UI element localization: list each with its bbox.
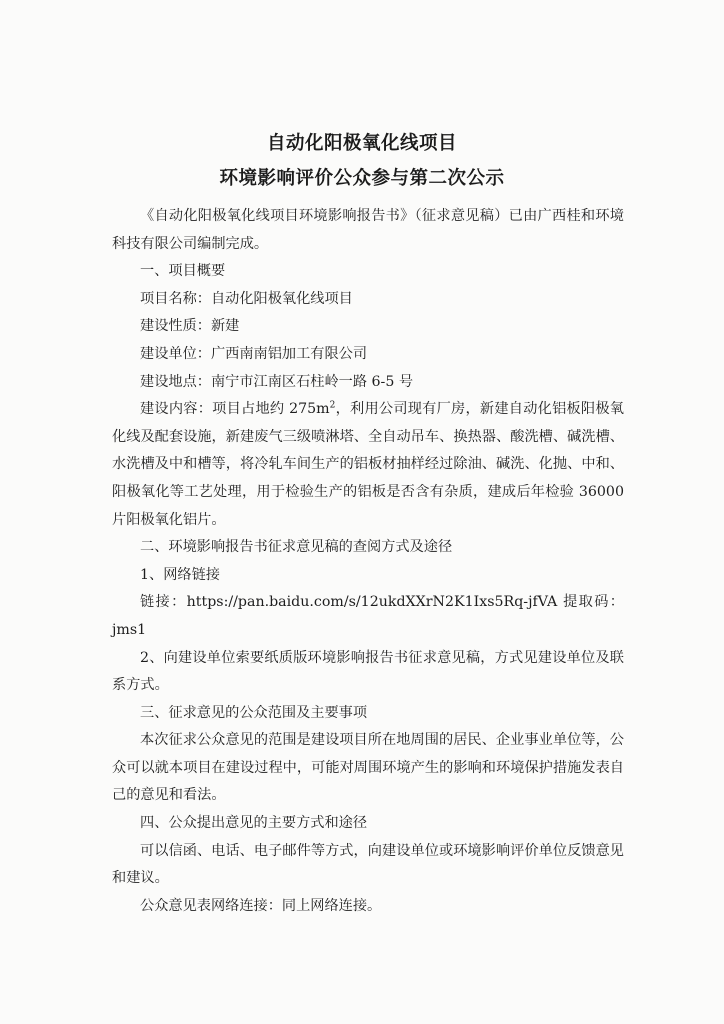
construction-location: 建设地点：南宁市江南区石柱岭一路 6-5 号 bbox=[140, 373, 414, 390]
construction-nature: 建设性质：新建 bbox=[140, 318, 240, 335]
area-unit-superscript: 2 bbox=[329, 400, 336, 411]
document-subtitle: 环境影响评价公众参与第二次公示 bbox=[219, 168, 505, 189]
download-link[interactable]: 链接：https://pan.baidu.com/s/12ukdXXrN2K1Ixs5Rq-jfVA 提取码：jms1 bbox=[112, 594, 624, 638]
document-body bbox=[112, 203, 624, 920]
construction-content bbox=[112, 396, 624, 534]
section-2-heading: 二、环境影响报告书征求意见稿的查阅方式及途径 bbox=[140, 539, 453, 556]
paper-copy-paragraph: 2、向建设单位索要纸质版环境影响报告书征求意见稿，方式见建设单位及联系方式。 bbox=[112, 649, 624, 694]
public-scope-paragraph: 本次征求公众意见的范围是建设项目所在地周围的居民、企业事业单位等，公众可以就本项目在建设过程中，可能对周围环境产生的影响和环境保护措施发表自己的意见和看法。 bbox=[112, 732, 624, 804]
opinion-form-link-paragraph: 公众意见表网络连接：同上网络连接。 bbox=[140, 897, 382, 914]
section-3-heading: 三、征求意见的公众范围及主要事项 bbox=[140, 704, 368, 721]
document-title: 自动化阳极氧化线项目 bbox=[266, 133, 457, 154]
intro-paragraph: 《自动化阳极氧化线项目环境影响报告书》（征求意见稿）已由广西桂和环境科技有限公司编制完成。 bbox=[112, 208, 624, 252]
project-name: 项目名称：自动化阳极氧化线项目 bbox=[140, 290, 353, 307]
section-4-heading: 四、公众提出意见的主要方式和途径 bbox=[140, 815, 368, 832]
network-link-subheading: 1、网络链接 bbox=[140, 566, 220, 583]
construction-unit: 建设单位：广西南南铝加工有限公司 bbox=[140, 345, 368, 362]
construction-content-area: 建设内容：项目占地约 275m bbox=[140, 401, 330, 418]
section-1-heading: 一、项目概要 bbox=[140, 263, 226, 280]
construction-content-detail: ，利用公司现有厂房，新建自动化铝板阳极氧化线及配套设施，新建废气三级喷淋塔、全自动吊车、换热器、酸洗槽、碱洗槽、水洗槽及中和槽等，将冷轧车间生产的铝板材抽样经过除油、碱洗、化抛、中和、阳极氧化等工艺处理，用于检验生产的铝板是否含有杂质，建成后年检验 36000 片阳极氧化铝片。 bbox=[112, 401, 624, 528]
feedback-methods-paragraph: 可以信函、电话、电子邮件等方式，向建设单位或环境影响评价单位反馈意见和建议。 bbox=[112, 842, 624, 887]
